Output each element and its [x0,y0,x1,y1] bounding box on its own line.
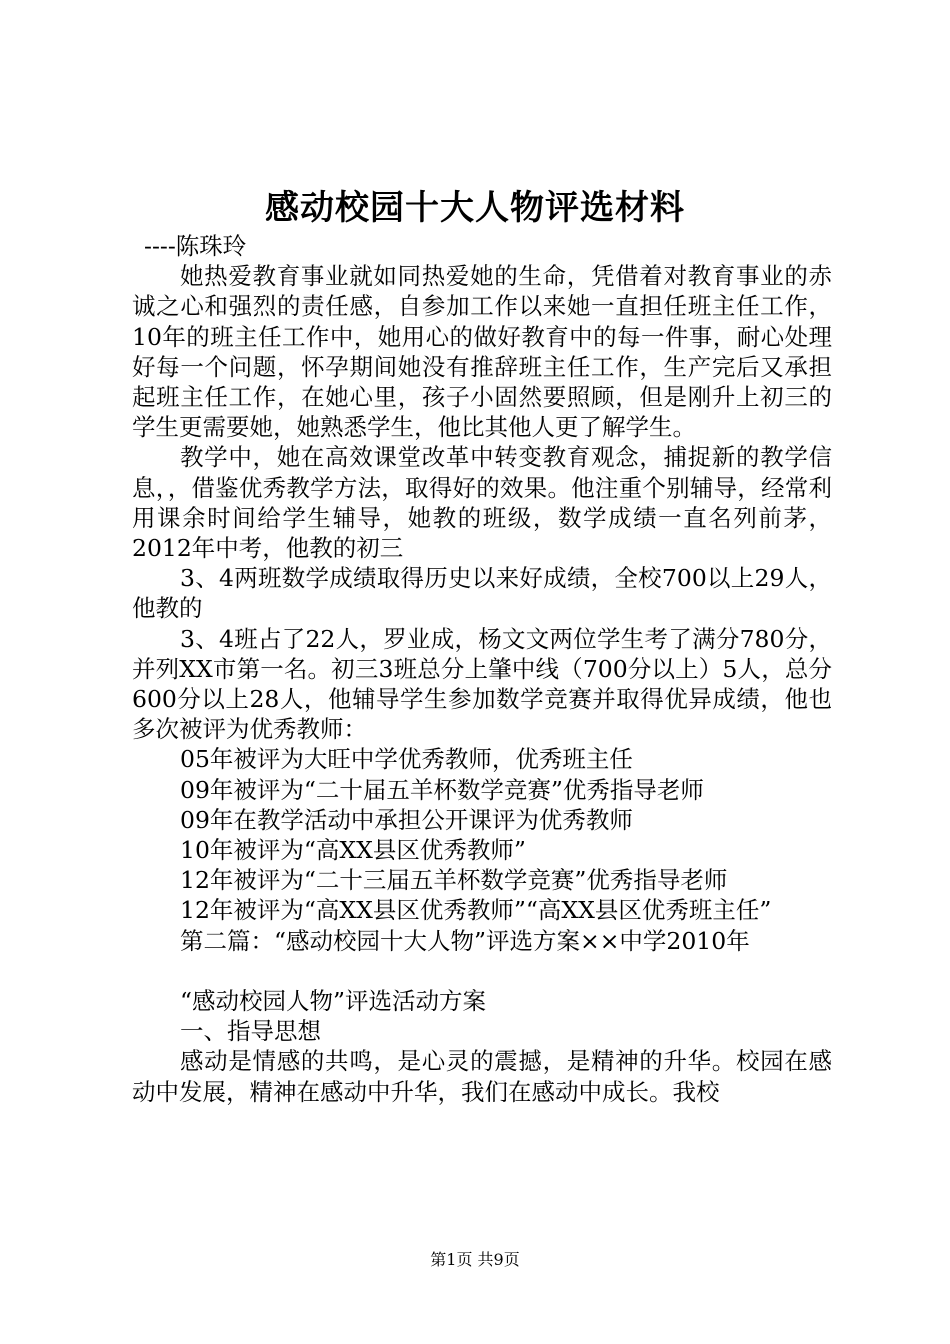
award-item: 10年被评为“高XX县区优秀教师” [180,836,526,865]
document-title: 感动校园十大人物评选材料 [265,188,685,228]
paragraph: 她热爱教育事业就如同热爱她的生命，凭借着对教育事业的赤诚之心和强烈的责任感，自参加工作以来她一直担任班主任工作，10年的班主任工作中，她用心的做好教育中的每一件事，耐心处理好每一个问题，怀孕期间她没有推辞班主任工作，生产完后又承担起班主任工作，在她心里，孩子小固然要照顾，但是刚升上初三的学生更需要她，她熟悉学生，他比其他人更了解学生。 [132,262,832,442]
document-body [132,231,832,1107]
award-item: 12年被评为“高XX县区优秀教师”“高XX县区优秀班主任” [180,896,772,925]
paragraph: 3、4班占了22人，罗业成，杨文文两位学生考了满分780分，并列XX市第一名。初三3班总分上肇中线（700分以上）5人，总分600分以上28人，他辅导学生参加数学竞赛并取得优异成绩，他也多次被评为优秀教师： [132,624,832,744]
section-heading: 第二篇：“感动校园十大人物”评选方案××中学2010年 [180,926,750,955]
page-footer: 第1页 共9页 [430,1250,520,1269]
award-item: 05年被评为大旺中学优秀教师，优秀班主任 [180,745,633,774]
award-item: 09年在教学活动中承担公开课评为优秀教师 [180,805,633,834]
paragraph: 3、4两班数学成绩取得历史以来好成绩，全校700以上29人，他教的 [132,564,832,623]
author-line: ----陈珠玲 [144,232,247,260]
award-item: 12年被评为“二十三届五羊杯数学竞赛”优秀指导老师 [180,866,728,895]
paragraph: 教学中，她在高效课堂改革中转变教育观念，捕捉新的教学信息，，借鉴优秀教学方法，取得好的效果。他注重个别辅导，经常利用课余时间给学生辅导，她教的班级，数学成绩一直名列前茅，2012年中考，他教的初三 [132,443,832,563]
plan-title: “感动校园人物”评选活动方案 [180,987,487,1016]
award-item: 09年被评为“二十届五羊杯数学竞赛”优秀指导老师 [180,775,704,804]
paragraph: 感动是情感的共鸣，是心灵的震撼，是精神的升华。校园在感动中发展，精神在感动中升华，我们在感动中成长。我校 [132,1047,832,1106]
subsection-heading: 一、指导思想 [180,1017,321,1046]
